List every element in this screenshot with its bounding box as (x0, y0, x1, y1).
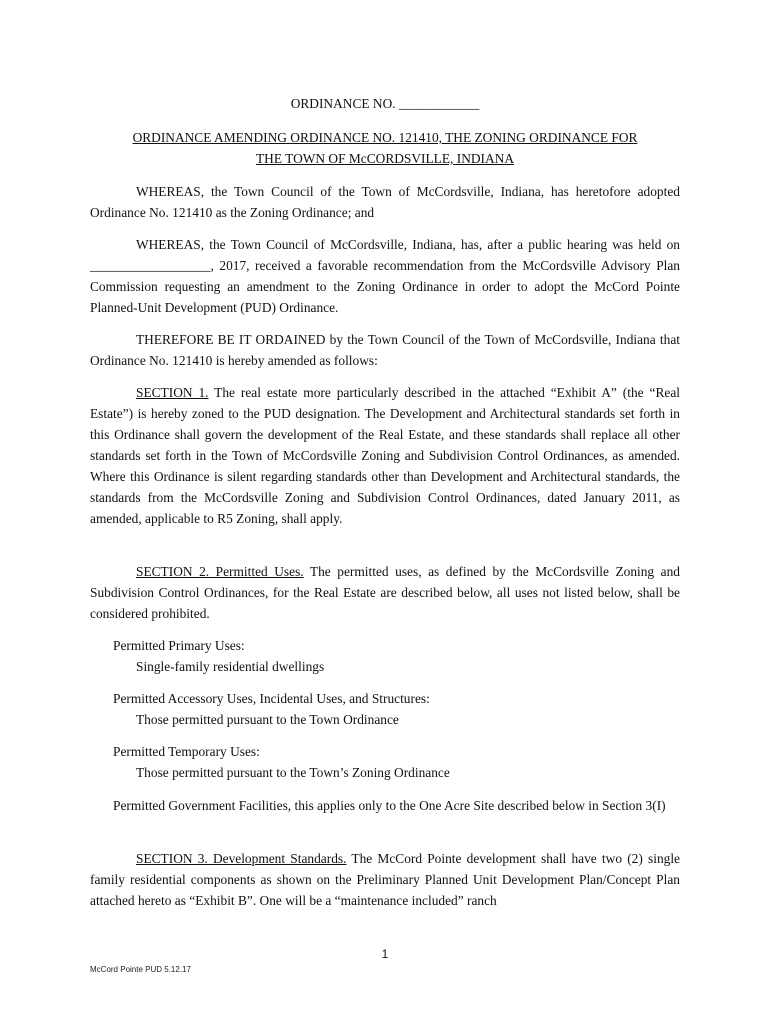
accessory-uses-label: Permitted Accessory Uses, Incidental Uses, and Structures: (113, 691, 430, 706)
section-2-body: The permitted uses, as defined by the McCordsville Zoning and Subdivision Control Ordinances, for the Real Estate are described below, all uses not listed below, shall be considered prohibited. (90, 564, 680, 621)
section-1-heading: SECTION 1. (136, 385, 209, 400)
footer-document-label: McCord Pointe PUD 5.12.17 (90, 965, 191, 974)
whereas-paragraph-1: WHEREAS, the Town Council of the Town of McCordsville, Indiana, has heretofore adopted Ordinance No. 121410 as the Zoning Ordinance; and (90, 184, 680, 220)
section-1-body: The real estate more particularly described in the attached “Exhibit A” (the “Real Estate”) is hereby zoned to the PUD designation. The Development and Architectural standards set forth in this Ordinance shall govern the development of the Real Estate, and these standards shall replace all other standards set forth in the Town of McCordsville Zoning and Subdivision Control Ordinances, as amended. Where this Ordinance is silent regarding standards other than Development and Architectural standards, the standards from the McCordsville Zoning and Subdivision Control Ordinances, dated January 2011, as amended, applicable to R5 Zoning, shall apply. (90, 385, 680, 526)
section-3-body: The McCord Pointe development shall have two (2) single family residential components as shown on the Preliminary Planned Unit Development Plan/Concept Plan attached hereto as “Exhibit B”. One will be a “maintenance included” ranch (90, 851, 680, 908)
primary-uses (113, 635, 683, 677)
ordinance-title-line-2: THE TOWN OF McCORDSVILLE, INDIANA (256, 151, 514, 166)
section-2-paragraph (90, 561, 680, 624)
primary-uses-label: Permitted Primary Uses: (113, 638, 245, 653)
page-number: 1 (381, 947, 389, 961)
accessory-uses-value: Those permitted pursuant to the Town Ordinance (136, 712, 399, 727)
temporary-uses-label: Permitted Temporary Uses: (113, 744, 260, 759)
accessory-uses (113, 688, 683, 730)
ordinance-title-line-1: ORDINANCE AMENDING ORDINANCE NO. 121410, THE ZONING ORDINANCE FOR (132, 130, 638, 145)
whereas-paragraph-2: WHEREAS, the Town Council of McCordsville, Indiana, has, after a public hearing was held on __________________, 2017, received a favorable recommendation from the McCordsville Advisory Plan Commission requesting an amendment to the Zoning Ordinance in order to adopt the McCord Pointe Planned-Unit Development (PUD) Ordinance. (90, 237, 680, 315)
temporary-uses (113, 741, 683, 783)
section-2-heading: SECTION 2. Permitted Uses. (136, 564, 304, 579)
ordinance-number: ORDINANCE NO. ____________ (290, 96, 480, 111)
government-facilities: Permitted Government Facilities, this applies only to the One Acre Site described below in Section 3(I) (113, 798, 666, 813)
section-1-paragraph (90, 382, 680, 529)
section-3-paragraph (90, 848, 680, 911)
section-3-heading: SECTION 3. Development Standards. (136, 851, 347, 866)
temporary-uses-value: Those permitted pursuant to the Town’s Zoning Ordinance (136, 765, 450, 780)
therefore-paragraph: THEREFORE BE IT ORDAINED by the Town Council of the Town of McCordsville, Indiana that Ordinance No. 121410 is hereby amended as follows: (90, 332, 680, 368)
primary-uses-value: Single-family residential dwellings (136, 659, 325, 674)
